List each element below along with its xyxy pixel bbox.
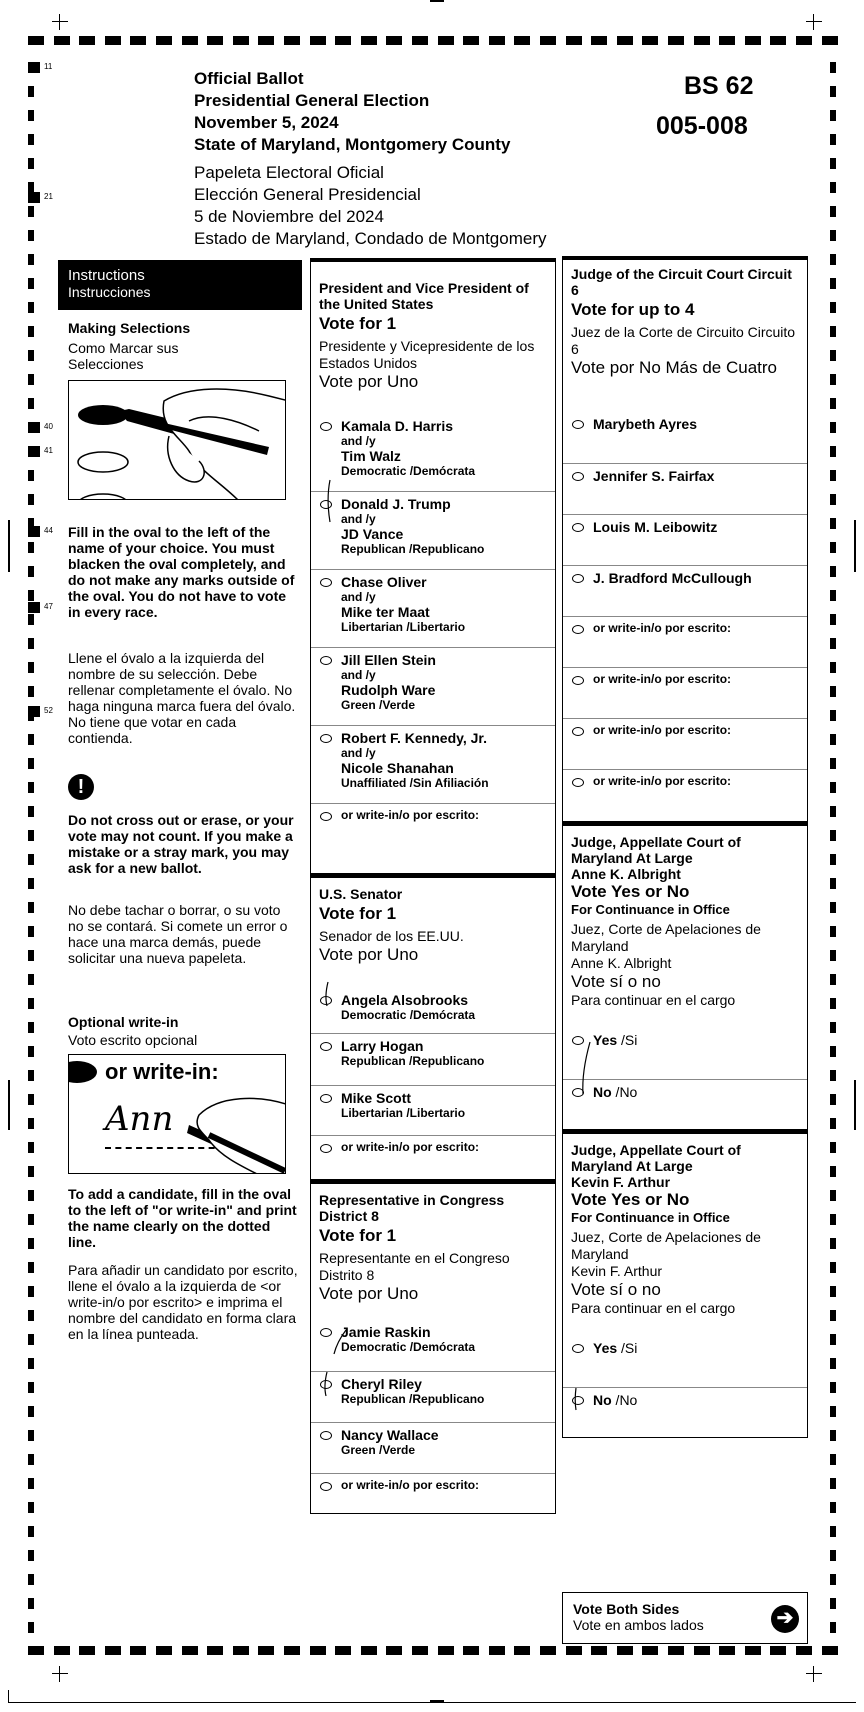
continuance: For Continuance in Office — [571, 902, 730, 917]
pen-mark-raskin — [334, 1330, 346, 1354]
candidate-name: Jamie Raskin — [341, 1324, 431, 1340]
writein-label: or write-in — [593, 621, 652, 635]
precinct-number: 005-008 — [656, 112, 748, 140]
yes-label: Yes — [593, 1032, 618, 1048]
judge-name-es: Anne K. Albright — [571, 955, 672, 971]
fill-instructions-es: Llene el óvalo a la izquierda del nombre de su selección. Debe rellenar completamente el óvalo. No haga ninguna marca fuera del óvalo. No tiene que votar en cada contienda. — [68, 650, 296, 746]
pen-mark-riley — [325, 1372, 327, 1396]
header-line: November 5, 2024 — [194, 113, 339, 132]
party: Green — [341, 698, 376, 712]
margin-number: 41 — [44, 446, 53, 455]
margin-number: 40 — [44, 422, 53, 431]
party: Democratic — [341, 1008, 407, 1022]
header-line: Elección General Presidencial — [194, 185, 421, 204]
pen-mark-trump — [328, 480, 330, 522]
race-title: Judge of the Circuit Court Circuit 6 — [571, 266, 792, 298]
race-title-es: Presidente y Vicepresidente de los Estados Unidos — [319, 338, 535, 371]
no-label-es: /No — [611, 1084, 638, 1100]
party: Green — [341, 1443, 376, 1457]
writein-label: or write-in — [593, 723, 652, 737]
arrow-right-icon: ➔ — [771, 1605, 799, 1633]
party-es: /Verde — [375, 698, 416, 712]
pen-mark-arthur — [575, 1388, 576, 1410]
no-label-es: /No — [611, 1392, 638, 1408]
writein-label-es: /o por escrito: — [651, 774, 732, 788]
yes-label-es: /Si — [617, 1340, 638, 1356]
vote-yes-no: Vote Yes or No — [571, 1190, 690, 1209]
continuance: For Continuance in Office — [571, 1210, 730, 1225]
pen-mark-albright — [583, 1042, 590, 1094]
party-es: /Demócrata — [406, 1340, 476, 1354]
party: Libertarian — [341, 1106, 404, 1120]
candidate-name: Marybeth Ayres — [593, 416, 698, 432]
no-cross-out-warning: Do not cross out or erase, or your vote may not count. If you make a mistake or a stray mark, you may ask for a new ballot. — [68, 812, 294, 876]
race-title: Judge, Appellate Court of Maryland At Large — [571, 834, 741, 866]
and-label: and /y — [341, 512, 376, 526]
race-title: Representative in Congress District 8 — [319, 1192, 505, 1224]
judge-name: Kevin F. Arthur — [571, 1174, 671, 1190]
party-es: /Demócrata — [406, 1008, 476, 1022]
header-line: Official Ballot — [194, 69, 304, 88]
candidate-name: Jennifer S. Fairfax — [593, 468, 715, 484]
fill-instructions: Fill in the oval to the left of the name of your choice. You must blacken the oval completely, and do not make any marks outside of the oval. You do not have to vote in every race. — [68, 524, 295, 620]
vote-yes-no-es: Vote sí o no — [571, 972, 661, 991]
race-title-es: Senador de los EE.UU. — [319, 928, 464, 944]
candidate-name: Cheryl Riley — [341, 1376, 422, 1392]
continuance-es: Para continuar en el cargo — [571, 992, 736, 1008]
no-label: No — [593, 1084, 612, 1100]
candidate-name: Larry Hogan — [341, 1038, 424, 1054]
and-label: and /y — [341, 434, 376, 448]
header-line: Papeleta Electoral Oficial — [194, 163, 384, 182]
header-line: 5 de Noviembre del 2024 — [194, 207, 384, 226]
vote-both-sides-box — [562, 1592, 808, 1644]
ballot-style: BS 62 — [684, 72, 754, 100]
party: Unaffiliated — [341, 776, 407, 790]
and-label: and /y — [341, 668, 376, 682]
candidate-name: Nancy Wallace — [341, 1427, 439, 1443]
margin-number: 52 — [44, 706, 53, 715]
writein-label: or write-in — [593, 672, 652, 686]
writein-label: or write-in — [341, 1140, 400, 1154]
writein-label-es: /o por escrito: — [651, 621, 732, 635]
party-es: /Republicano — [405, 1392, 485, 1406]
running-mate: Nicole Shanahan — [341, 760, 454, 776]
party: Democratic — [341, 464, 407, 478]
writein-label-es: /o por escrito: — [399, 808, 480, 822]
vote-for: Vote for 1 — [319, 1226, 397, 1245]
optional-writein-es: Voto escrito opcional — [68, 1032, 198, 1048]
vote-for-es: Vote por No Más de Cuatro — [571, 358, 778, 377]
party: Republican — [341, 542, 406, 556]
running-mate: Rudolph Ware — [341, 682, 436, 698]
party-es: /Republicano — [405, 1054, 485, 1068]
header-line: Presidential General Election — [194, 91, 430, 110]
judge-name-es: Kevin F. Arthur — [571, 1263, 663, 1279]
race-title: U.S. Senator — [319, 886, 403, 902]
vote-for: Vote for 1 — [319, 904, 397, 923]
candidate-name: Louis M. Leibowitz — [593, 519, 718, 535]
and-label: and /y — [341, 590, 376, 604]
vote-both-sides-es: Vote en ambos lados — [573, 1617, 704, 1633]
no-label: No — [593, 1392, 612, 1408]
running-mate: JD Vance — [341, 526, 404, 542]
optional-writein-heading: Optional write-in — [68, 1014, 179, 1030]
sample-writein-name: Ann — [105, 1099, 174, 1139]
vote-yes-no: Vote Yes or No — [571, 882, 690, 901]
writein-label-es: /o por escrito: — [651, 672, 732, 686]
running-mate: Tim Walz — [341, 448, 401, 464]
instructions-title-es: Instrucciones — [68, 284, 151, 300]
party-es: /Libertario — [403, 1106, 466, 1120]
race-title-es: Juez de la Corte de Circuito Circuito 6 — [571, 324, 796, 357]
instructions-title: Instructions — [68, 267, 145, 284]
running-mate: Mike ter Maat — [341, 604, 430, 620]
writein-label: or write-in — [341, 1478, 400, 1492]
writein-label-es: /o por escrito: — [399, 1478, 480, 1492]
exclamation-icon: ! — [68, 774, 94, 800]
vote-for: Vote for up to 4 — [571, 300, 695, 319]
vote-for-es: Vote por Uno — [319, 372, 419, 391]
no-cross-out-warning-es: No debe tachar o borrar, o su voto no se contará. Si comete un error o hace una marca demás, puede solicitar una nueva papeleta. — [68, 902, 288, 966]
writein-label: or write-in — [341, 808, 400, 822]
margin-number: 11 — [44, 62, 53, 71]
yes-label: Yes — [593, 1340, 618, 1356]
party-es: /Demócrata — [406, 464, 476, 478]
race-title-es: Juez, Corte de Apelaciones de Maryland — [571, 1229, 761, 1262]
party: Democratic — [341, 1340, 407, 1354]
party: Republican — [341, 1054, 406, 1068]
party: Libertarian — [341, 620, 404, 634]
race-title-es: Juez, Corte de Apelaciones de Maryland — [571, 921, 761, 954]
making-selections-heading: Making Selections — [68, 320, 191, 336]
candidate-name: Chase Oliver — [341, 574, 427, 590]
add-candidate-instructions: To add a candidate, fill in the oval to the left of "or write-in" and print the name clearly on the dotted line. — [68, 1186, 297, 1250]
party: Republican — [341, 1392, 406, 1406]
continuance-es: Para continuar en el cargo — [571, 1300, 736, 1316]
making-selections-es: Como Marcar sus Selecciones — [68, 340, 179, 372]
vote-for-es: Vote por Uno — [319, 1284, 419, 1303]
vote-for-es: Vote por Uno — [319, 945, 419, 964]
candidate-name: Jill Ellen Stein — [341, 652, 436, 668]
party-es: /Sin Afiliación — [406, 776, 489, 790]
writein-label-es: /o por escrito: — [399, 1140, 480, 1154]
margin-number: 21 — [44, 192, 53, 201]
race-title-es: Representante en el Congreso Distrito 8 — [319, 1250, 510, 1283]
party-es: /Verde — [375, 1443, 416, 1457]
race-title: President and Vice President of the United States — [319, 280, 529, 312]
add-candidate-instructions-es: Para añadir un candidato por escrito, llene el óvalo a la izquierda de <or write-in/o por escrito> e imprima el nombre del candidato en forma clara en la línea punteada. — [68, 1262, 298, 1342]
writein-label: or write-in — [593, 774, 652, 788]
margin-number: 47 — [44, 602, 53, 611]
vote-for: Vote for 1 — [319, 314, 397, 333]
judge-name: Anne K. Albright — [571, 866, 681, 882]
candidate-name: Kamala D. Harris — [341, 418, 454, 434]
race-title: Judge, Appellate Court of Maryland At Large — [571, 1142, 741, 1174]
vote-both-sides: Vote Both Sides — [573, 1601, 680, 1617]
writein-label-es: /o por escrito: — [651, 723, 732, 737]
header-line: Estado de Maryland, Condado de Montgomery — [194, 229, 547, 248]
candidate-name: Mike Scott — [341, 1090, 412, 1106]
yes-label-es: /Si — [617, 1032, 638, 1048]
candidate-name: Angela Alsobrooks — [341, 992, 469, 1008]
pen-mark-alsobrooks — [326, 982, 328, 1006]
sample-writein-label: or write-in: — [105, 1059, 219, 1084]
vote-yes-no-es: Vote sí o no — [571, 1280, 661, 1299]
candidate-name: Donald J. Trump — [341, 496, 451, 512]
party-es: /Republicano — [405, 542, 485, 556]
party-es: /Libertario — [403, 620, 466, 634]
margin-number: 44 — [44, 526, 53, 535]
candidate-name: Robert F. Kennedy, Jr. — [341, 730, 487, 746]
header-line: State of Maryland, Montgomery County — [194, 135, 511, 154]
and-label: and /y — [341, 746, 376, 760]
candidate-name: J. Bradford McCullough — [593, 570, 752, 586]
